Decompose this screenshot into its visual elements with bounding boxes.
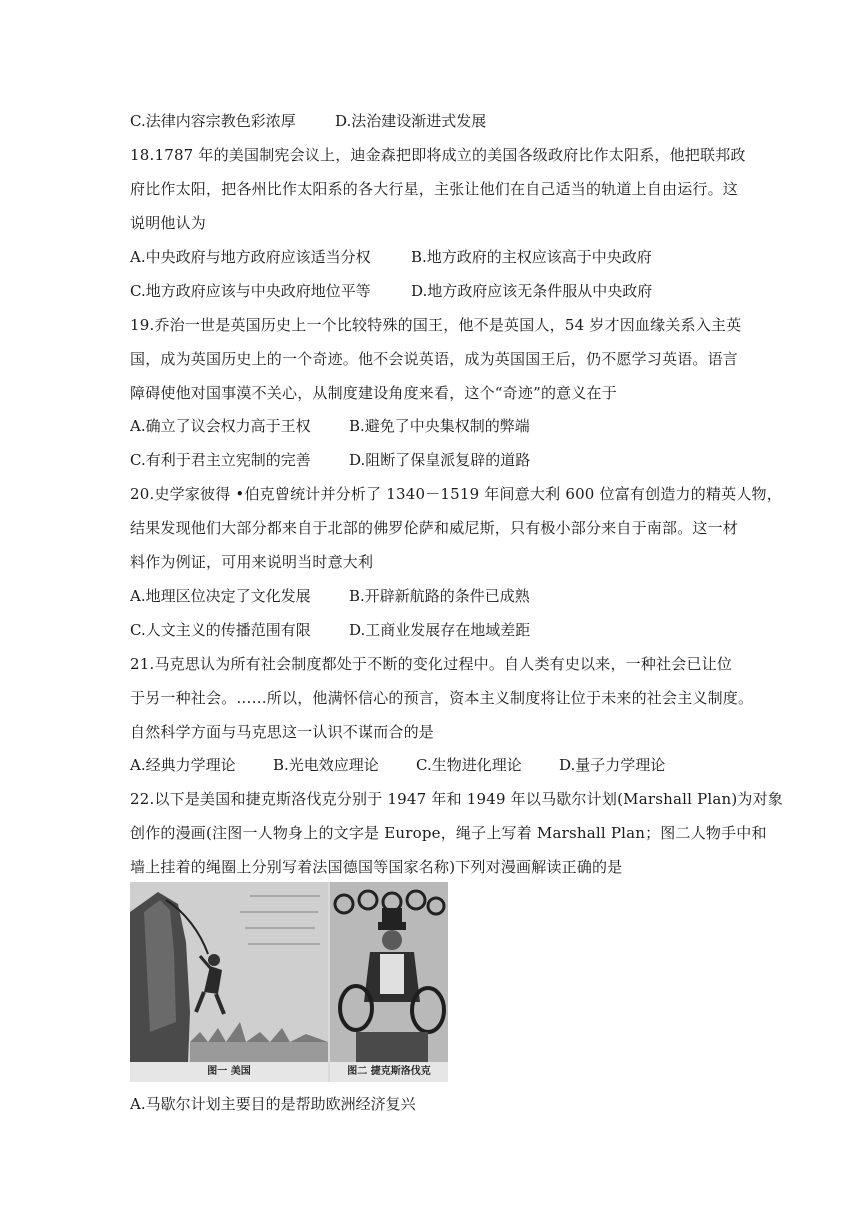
q21-option-b[interactable]: B.光电效应理论 bbox=[273, 756, 379, 774]
q18-option-d[interactable]: D.地方政府应该无条件服从中央政府 bbox=[411, 282, 653, 300]
q20-option-d[interactable]: D.工商业发展存在地域差距 bbox=[349, 621, 531, 639]
q18-stem-line-3: 说明他认为 bbox=[130, 214, 207, 232]
q19-option-a[interactable]: A.确立了议会权力高于王权 bbox=[130, 417, 311, 435]
q19-option-c[interactable]: C.有利于君主立宪制的完善 bbox=[130, 451, 311, 469]
q20-option-a[interactable]: A.地理区位决定了文化发展 bbox=[130, 587, 311, 605]
q20-option-c[interactable]: C.人文主义的传播范围有限 bbox=[130, 621, 311, 639]
q18-option-a[interactable]: A.中央政府与地方政府应该适当分权 bbox=[130, 248, 371, 266]
figure1-caption: 图一 美国 bbox=[207, 1066, 251, 1077]
q21-option-a[interactable]: A.经典力学理论 bbox=[130, 756, 236, 774]
q17-option-d[interactable]: D.法治建设渐进式发展 bbox=[335, 112, 487, 130]
q19-option-d[interactable]: D.阻断了保皇派复辟的道路 bbox=[349, 451, 531, 469]
cartoon-images bbox=[130, 882, 448, 1082]
q21-stem-line-3: 自然科学方面与马克思这一认识不谋而合的是 bbox=[130, 723, 435, 741]
q21-stem-line-2: 于另一种社会。……所以，他满怀信心的预言，资本主义制度将让位于未来的社会主义制度。 bbox=[130, 689, 754, 707]
q21-option-c[interactable]: C.生物进化理论 bbox=[416, 756, 522, 774]
q19-stem-line-1: 19.乔治一世是英国历史上一个比较特殊的国王，他不是英国人，54 岁才因血缘关系入主英 bbox=[130, 316, 742, 334]
q20-stem-line-2: 结果发现他们大部分都来自于北部的佛罗伦萨和威尼斯，只有极小部分来自于南部。这一材 bbox=[130, 519, 739, 537]
q18-stem-line-2: 府比作太阳，把各州比作太阳系的各大行星，主张让他们在自己适当的轨道上自由运行。这 bbox=[130, 180, 739, 198]
q22-option-a[interactable]: A.马歇尔计划主要目的是帮助欧洲经济复兴 bbox=[130, 1095, 416, 1113]
q22-stem-line-3: 墙上挂着的绳圈上分别写着法国德国等国家名称)下列对漫画解读正确的是 bbox=[130, 858, 623, 876]
q17-option-c[interactable]: C.法律内容宗教色彩浓厚 bbox=[130, 112, 296, 130]
figure2-caption: 图二 捷克斯洛伐克 bbox=[347, 1066, 431, 1077]
q21-option-d[interactable]: D.量子力学理论 bbox=[559, 756, 666, 774]
q20-stem-line-1: 20.史学家彼得 •伯克曾统计并分析了 1340－1519 年间意大利 600 位富有创造力的精英人物， bbox=[130, 485, 782, 503]
q21-stem-line-1: 21.马克思认为所有社会制度都处于不断的变化过程中。自人类有史以来，一种社会已让位 bbox=[130, 655, 733, 673]
q20-option-b[interactable]: B.开辟新航路的条件已成熟 bbox=[349, 587, 530, 605]
q22-stem-line-1: 22.以下是美国和捷克斯洛伐克分别于 1947 年和 1949 年以马歇尔计划(Marshall Plan)为对象 bbox=[130, 790, 784, 808]
q19-option-b[interactable]: B.避免了中央集权制的弊端 bbox=[349, 417, 530, 435]
q19-stem-line-2: 国，成为英国历史上的一个奇迹。他不会说英语，成为英国国王后，仍不愿学习英语。语言 bbox=[130, 350, 739, 368]
q22-stem-line-2: 创作的漫画(注图一人物身上的文字是 Europe，绳子上写着 Marshall Plan；图二人物手中和 bbox=[130, 824, 767, 842]
marshall-plan-cartoons bbox=[130, 882, 448, 1082]
q18-option-c[interactable]: C.地方政府应该与中央政府地位平等 bbox=[130, 282, 371, 300]
q20-stem-line-3: 料作为例证，可用来说明当时意大利 bbox=[130, 553, 374, 571]
q18-stem-line-1: 18.1787 年的美国制宪会议上，迪金森把即将成立的美国各级政府比作太阳系，他把联邦政 bbox=[130, 146, 746, 164]
q18-option-b[interactable]: B.地方政府的主权应该高于中央政府 bbox=[411, 248, 652, 266]
q19-stem-line-3: 障碍使他对国事漠不关心，从制度建设角度来看，这个“奇迹”的意义在于 bbox=[130, 384, 617, 402]
